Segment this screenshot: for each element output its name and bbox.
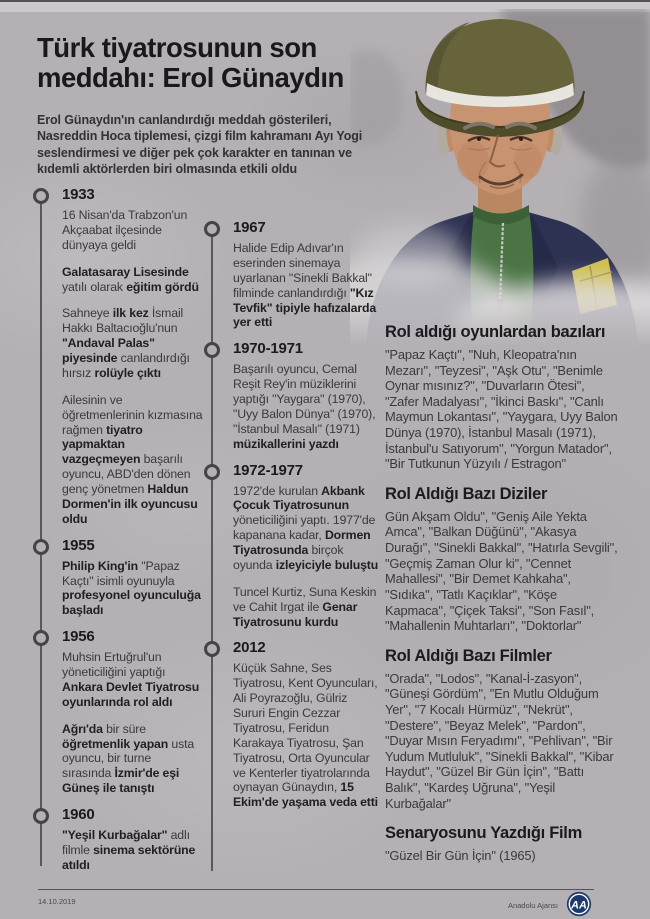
emphasis-text: "Yeşil Kurbağalar" [62,828,168,842]
plain-text: Küçük Sahne, Ses Tiyatrosu, Kent Oyuncuları, Ali Poyrazoğlu, Gülriz Sururi Engin Cezzar Tiyatrosu, Feridun Karakaya Tiyatrosu, Şan Tiyatrosu, Orta Oyuncular ve Kenterler tiyatrolarında oynayan Günaydın, [233,661,378,795]
emphasis-text: Philip King'in [62,558,138,573]
timeline-year: 1955 [62,536,95,554]
emphasis-text: Galatasaray Lisesinde [62,264,189,279]
timeline-marker-icon [204,641,220,657]
timeline-marker-icon [204,221,220,237]
timeline-paragraph [62,559,203,619]
timeline-paragraph [62,265,203,295]
timeline-year: 1960 [62,806,95,823]
section-heading: Rol aldığı oyunlardan bazıları [385,323,606,341]
timeline-paragraph [62,306,203,380]
plain-text: İsmail Hakkı Baltacıoğlu'nun [62,306,184,336]
timeline-paragraph [233,362,380,451]
emphasis-text: izleyiciyle buluştu [275,557,379,572]
timeline-marker-icon [33,539,49,555]
timeline-year: 1972-1977 [233,461,303,479]
timeline-paragraph [62,828,203,873]
emphasis-text: "Kız Tevfik" tipiyle hafızalarda yer etti [233,285,377,330]
emphasis-text: öğretmenlik yapan [62,736,169,751]
timeline-entry-1960 [33,806,203,873]
emphasis-text: Haldun Dormen'in ilk oyuncusu oldu [62,482,198,526]
timeline-marker-icon [204,342,220,358]
timeline-entry-2012 [204,639,380,810]
emphasis-text: eğitim gördü [126,279,199,294]
emphasis-text: müzikallerini yazdı [233,436,339,451]
emphasis-text: Genar Tiyatrosunu kurdu [233,599,358,629]
timeline-entry-1933 [33,186,203,527]
section-heading: Senaryosunu Yazdığı Film [385,824,582,843]
erol-gunaydin-portrait [350,9,650,345]
section-body: "Orada", "Lodos", "Kanal-İ-zasyon", "Güneşi Gördüm", "En Mutlu Olduğum Yer", "7 Kocalı Hürmüz", "Nekrüt", "Destere", "Beyaz Melek", "Pardon", "Duyar Mısın Feryadımı", "Pehlivan", "Bir Yudum Mutluluk", "Sinekli Bakkal", "Kibar Haydut", "Güzel Bir Gün İçin", "Battı Balık", "Kardeş Uğruna", "Yeşil Kurbağalar" [385,670,614,811]
timeline-marker-icon [33,630,49,646]
roles-section [385,647,618,811]
timeline-paragraph [62,393,203,527]
timeline-year: 1967 [233,219,266,236]
emphasis-text: İzmir'de eşi Güneş ile tanıştı [62,766,180,796]
plain-text: Tuncel Kurtiz, Suna Keskin ve Cahit Irgat ile [233,584,377,614]
plain-text: "Papaz Kaçtı" isimli oyunuyla [62,558,180,588]
plain-text: adlı filmle [62,828,190,857]
page-title: Türk tiyatrosunun son meddahı: Erol Günaydın [37,32,344,94]
plain-text: Başarılı oyuncu, Cemal Reşit Rey'in müziklerini yaptığı "Yaygara" (1970), "Uyy Balon Dünya" (1970), "İstanbul Masalı" (1971) [233,362,376,436]
intro-paragraph: Erol Günaydın'ın canlandırdığı meddah gösterileri, Nasreddin Hoca tiplemesi, çizgi film kahramanı Ayı Yogi seslendirmesi ve diğer pek çok karakter en tanınan ve kıdemli aktörlerden biri olmasında etkili oldu [37,113,363,176]
timeline-paragraph [233,241,380,330]
plain-text: 16 Nisan'da Trabzon'un Akçaabat ilçesinde dünyaya geldi [62,208,188,252]
plain-text: yatılı olarak [62,279,127,294]
section-body: Gün Akşam Oldu", "Geniş Aile Yekta Amca", "Balkan Düğünü", "Akasya Durağı", "Sinekli Bakkal", "Hatırla Sevgili", "Geçmiş Zaman Olur ki", "Cennet Mahallesi", "Bir Demet Kahkaha", "Sıdıka", "Tatlı Kaçıklar", "Köşe Kapmaca", "Çiçek Taksi", "Son Fasıl", "Mahallenin Muhtarları", "Doktorlar" [385,508,618,634]
emphasis-text: Ankara Devlet Tiyatrosu oyunlarında rol aldı [62,679,200,709]
emphasis-text: rolüyle çıktı [94,365,161,380]
timeline-entry-1956 [33,628,203,796]
timeline-year: 1956 [62,628,95,646]
timeline-paragraph [233,585,380,630]
timeline-paragraph [62,650,203,710]
plain-text: Halide Edip Adıvar'ın eserinden sinemaya uyarlanan "Sinekli Bakkal" filminde canlandırdığı [233,241,372,300]
roles-section [385,323,618,472]
timeline-paragraph [233,484,380,573]
anadolu-ajansi-logo-icon [566,891,592,917]
timeline-marker-icon [204,464,220,480]
svg-text:AA: AA [571,899,587,912]
plain-text: yöneticiliğini yaptı. 1977'de kapanana kadar, [233,513,376,543]
emphasis-text: profesyonel oyunculuğa başladı [62,588,201,618]
timeline-marker-icon [33,188,49,204]
timeline-entry-1967 [204,219,380,330]
timeline-entry-1970-1971 [204,340,380,451]
emphasis-text: ilk kez [112,306,149,321]
emphasis-text: 15 Ekim'de yaşama veda etti [233,780,378,810]
plain-text: canlandırdığı hırsız [62,351,190,380]
timeline-column-left [33,186,203,872]
plain-text: bir süre [102,721,146,736]
section-heading: Rol Aldığı Bazı Diziler [385,484,548,503]
section-body: "Güzel Bir Gün İçin" (1965) [385,848,536,864]
timeline-entry-1955 [33,537,203,619]
emphasis-text: sinema sektörüne atıldı [62,842,196,872]
footer-date: 14.10.2019 [38,897,76,906]
timeline-column-middle [204,219,380,871]
plain-text: usta oyuncu, bir turne sırasında [62,736,195,781]
emphasis-text: Dormen Tiyatrosunda [233,528,371,557]
emphasis-text: Ağrı'da [62,721,103,736]
plain-text: başarılı oyuncu, ABD'den dönen genç yönetmen [62,452,191,496]
emphasis-text: tiyatro yapmaktan vazgeçmeyen [62,422,143,467]
footer-divider [38,889,594,890]
timeline-year: 2012 [233,639,266,657]
roles-section [385,485,618,634]
timeline-paragraph [62,722,203,796]
plain-text: 1972'de kurulan [233,483,322,498]
emphasis-text: Akbank Çocuk Tiyatrosunun [233,483,365,513]
timeline-marker-icon [33,808,49,824]
roles-sections [385,323,618,877]
plain-text: Sahneye [62,306,113,321]
emphasis-text: "Andaval Palas" piyesinde [62,336,155,365]
plain-text: birçok oyunda [233,543,344,572]
timeline-paragraph [62,208,203,253]
section-body: "Papaz Kaçtı", "Nuh, Kleopatra'nın Mezarı", "Teyzesi", "Aşk Otu", "Benimle Oynar mısınız?", "Duvarların Ötesi", "Zafer Madalyası", "İkinci Baskı", "Canlı Maymun Lokantası", "Yaygara, Uyy Balon Dünya (1970), İstanbul Masalı (1971), İstanbul'u Satıyorum", "Yorgun Matador", "Bir Tutkunun Yüzyılı / Estragon" [385,347,618,472]
timeline-year: 1970-1971 [233,340,303,358]
plain-text: Muhsin Ertuğrul'un yöneticiliğini yaptığı [62,650,166,679]
timeline-year: 1933 [62,186,95,203]
plain-text: Ailesinin ve öğretmenlerinin kızmasına rağmen [62,392,203,437]
roles-section [385,824,618,864]
section-heading: Rol Aldığı Bazı Filmler [385,646,552,665]
footer-agency-label: Anadolu Ajansı [507,901,558,910]
timeline-paragraph [233,661,380,810]
timeline-entry-1972-1977 [204,462,380,630]
